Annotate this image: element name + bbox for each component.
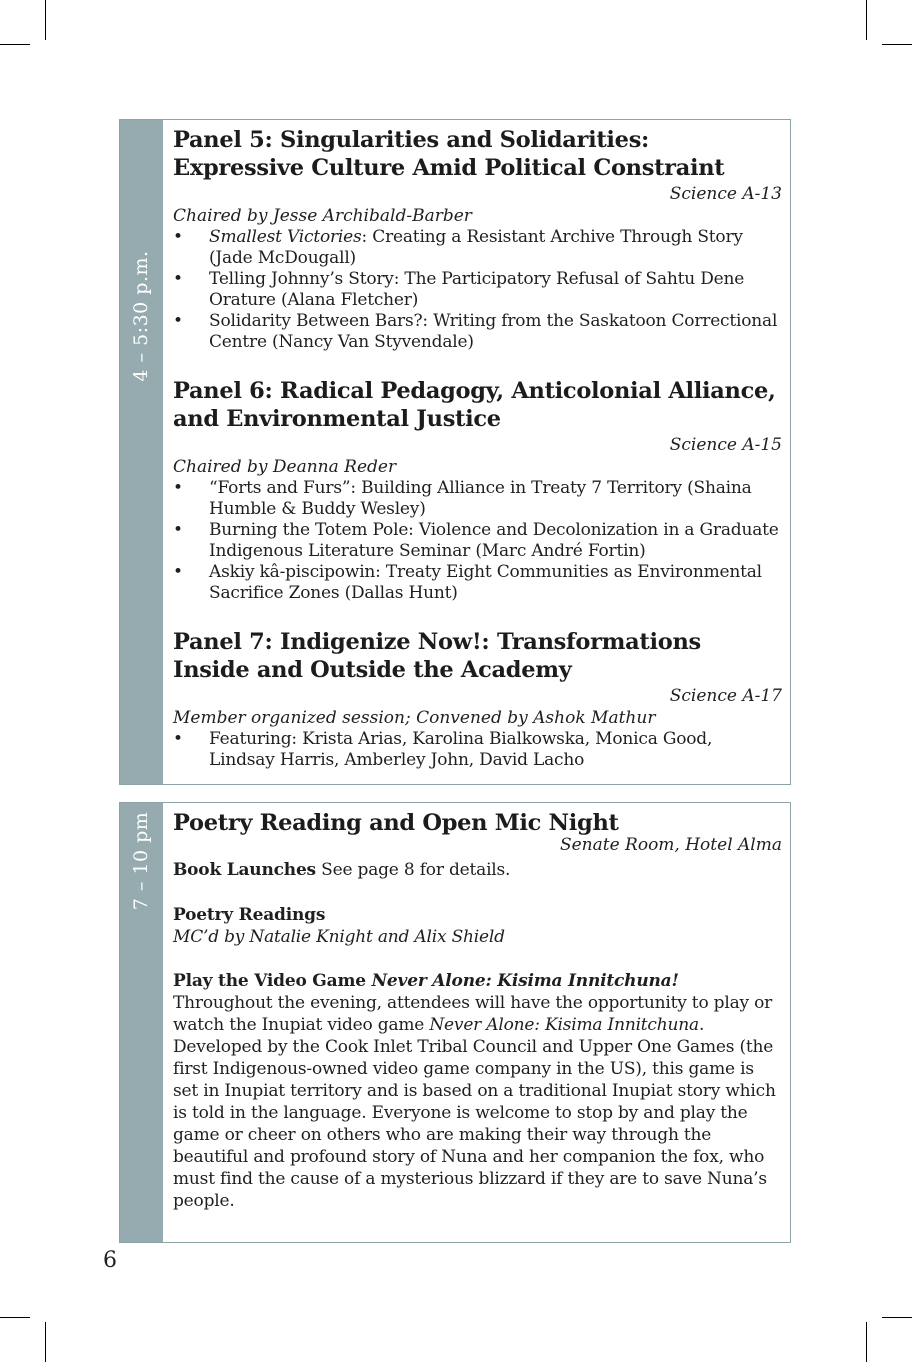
paper-text: Askiy kâ-piscipowin: Treaty Eight Communities as Environmental Sacrifice Zones (Dallas Hunt) xyxy=(209,562,762,603)
panel-5 xyxy=(173,126,782,353)
panel-title: Panel 6: Radical Pedagogy, Anticolonial Alliance, and Environmental Justice xyxy=(173,378,776,432)
evening-content xyxy=(173,809,782,1212)
panel-room: Science A-15 xyxy=(669,435,782,455)
panel-title: Panel 5: Singularities and Solidarities: Expressive Culture Amid Political Constraint xyxy=(173,127,725,181)
poetry-label: Poetry Readings xyxy=(173,905,326,925)
game-heading xyxy=(173,970,782,992)
paper-item xyxy=(173,478,782,520)
game-description xyxy=(173,992,782,1212)
event-title: Poetry Reading and Open Mic Night xyxy=(173,810,619,836)
paper-item xyxy=(173,269,782,311)
paper-text: “Forts and Furs”: Building Alliance in Treaty 7 Territory (Shaina Humble & Buddy Wesley) xyxy=(209,478,752,519)
paper-text: : Creating a Resistant Archive Through Story (Jade McDougall) xyxy=(209,227,743,268)
poetry-mc: MC’d by Natalie Knight and Alix Shield xyxy=(173,927,505,947)
panel-chair: Chaired by Deanna Reder xyxy=(173,457,397,477)
game-desc-1: Throughout the evening, attendees will have the opportunity to play or watch the Inupiat video game xyxy=(173,993,773,1035)
paper-item xyxy=(173,729,782,771)
panel-title: Panel 7: Indigenize Now!: Transformations Inside and Outside the Academy xyxy=(173,629,701,683)
panel-room: Science A-13 xyxy=(669,184,782,204)
crop-mark xyxy=(0,44,30,45)
panel-6 xyxy=(173,377,782,604)
paper-item xyxy=(173,562,782,604)
paper-text: Featuring: Krista Arias, Karolina Bialkowska, Monica Good, Lindsay Harris, Amberley John, David Lacho xyxy=(209,729,713,770)
crop-mark xyxy=(882,44,912,45)
book-launches-label: Book Launches xyxy=(173,860,316,880)
evening-session-block xyxy=(119,802,791,1243)
paper-item xyxy=(173,227,782,269)
event-room: Senate Room, Hotel Alma xyxy=(559,835,782,855)
game-label: Play the Video Game xyxy=(173,971,372,991)
panel-chair: Chaired by Jesse Archibald-Barber xyxy=(173,206,472,226)
crop-mark xyxy=(0,1317,30,1318)
panel-chair: Member organized session; Convened by Ashok Mathur xyxy=(173,708,656,728)
panel-7 xyxy=(173,628,782,771)
crop-mark xyxy=(866,1322,867,1362)
time-tab xyxy=(120,120,163,784)
paper-item xyxy=(173,311,782,353)
paper-item xyxy=(173,520,782,562)
session-time: 7 – 10 pm xyxy=(130,811,152,911)
paper-text: Burning the Totem Pole: Violence and Decolonization in a Graduate Indigenous Literature Seminar (Marc André Fortin) xyxy=(209,520,779,561)
book-launches xyxy=(173,859,782,881)
paper-list xyxy=(173,227,782,353)
page-number: 6 xyxy=(103,1248,117,1273)
afternoon-session-block xyxy=(119,119,791,785)
game-title-inline: Never Alone: Kisima Innitchuna xyxy=(429,1015,699,1035)
crop-mark xyxy=(45,0,46,40)
paper-list xyxy=(173,729,782,771)
paper-title-italic: Smallest Victories xyxy=(209,227,362,247)
game-title-heading: Never Alone: Kisima Innitchuna! xyxy=(371,971,679,991)
crop-mark xyxy=(866,0,867,40)
crop-mark xyxy=(882,1317,912,1318)
paper-text: Telling Johnny’s Story: The Participatory Refusal of Sahtu Dene Orature (Alana Fletcher) xyxy=(209,269,745,310)
panel-room: Science A-17 xyxy=(669,686,782,706)
afternoon-content xyxy=(173,126,782,771)
crop-mark xyxy=(45,1322,46,1362)
paper-list xyxy=(173,478,782,604)
book-launches-text: See page 8 for details. xyxy=(315,860,511,880)
game-desc-2: . Developed by the Cook Inlet Tribal Council and Upper One Games (the first Indigenous-owned video game company in the US), this game is set in Inupiat territory and is based on a traditional Inupiat story which is told in the language. Everyone is welcome to stop by and play the game or cheer on others who are making their way through the beautiful and profound story of Nuna and her companion the fox, who must find the cause of a mysterious blizzard if they are to save Nuna’s people. xyxy=(173,1015,776,1211)
session-time: 4 – 5:30 p.m. xyxy=(130,250,152,382)
time-tab xyxy=(120,803,163,1242)
paper-text: Solidarity Between Bars?: Writing from the Saskatoon Correctional Centre (Nancy Van Styvendale) xyxy=(209,311,778,352)
